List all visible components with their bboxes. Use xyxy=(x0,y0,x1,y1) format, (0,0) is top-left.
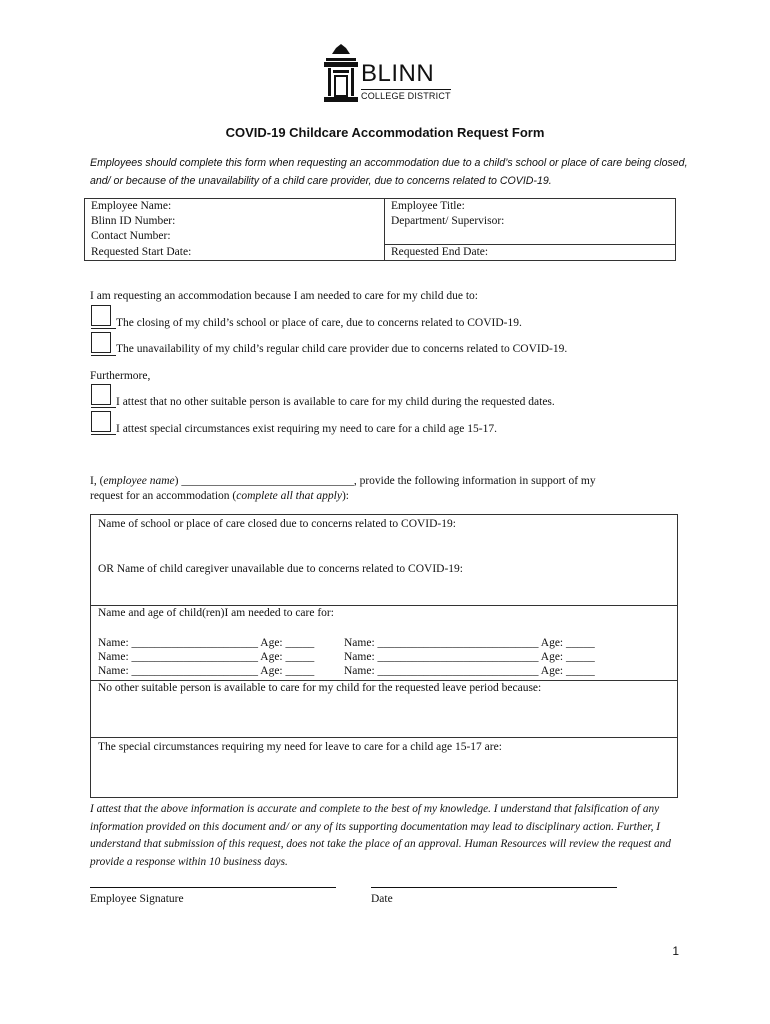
statement-middle: ) ______________________________, provide the following information in support of my xyxy=(174,475,596,487)
contact-number-field[interactable]: Contact Number: xyxy=(85,229,385,245)
logo-wordmark: BLINN xyxy=(361,60,435,87)
no-other-person-label: No other suitable person is available to care for my child for the requested leave period because: xyxy=(98,682,542,694)
statement-line-2 xyxy=(90,490,349,502)
attest-checkbox-no-other-person[interactable] xyxy=(91,384,111,405)
attest-checkbox-special-circumstances[interactable] xyxy=(91,411,111,432)
blank-cell xyxy=(385,229,676,245)
caregiver-unavailable-label: OR Name of child caregiver unavailable due to concerns related to COVID-19: xyxy=(98,563,463,575)
date-signature-line[interactable] xyxy=(371,887,617,888)
child-row-2-left: Name: ______________________ Age: _____ xyxy=(98,651,315,663)
employee-name-hint: employee name xyxy=(103,475,175,487)
reason-intro: I am requesting an accommodation because I am needed to care for my child due to: xyxy=(90,290,478,302)
employee-signature-line[interactable] xyxy=(90,887,336,888)
checkbox-underline xyxy=(91,355,116,356)
child-row-1-left: Name: ______________________ Age: _____ xyxy=(98,637,315,649)
no-other-person-box[interactable] xyxy=(90,680,678,738)
checkbox-underline xyxy=(91,407,116,408)
complete-all-hint: complete all that apply xyxy=(236,490,342,502)
attest-option-special-circumstances: I attest special circumstances exist requiring my need to care for a child age 15-17. xyxy=(116,423,497,435)
child-row-3-right: Name: ____________________________ Age: _____ xyxy=(344,665,595,677)
special-circumstances-label: The special circumstances requiring my need for leave to care for a child age 15-17 are: xyxy=(98,741,502,753)
employee-title-field[interactable]: Employee Title: xyxy=(385,199,676,215)
form-title: COVID-19 Childcare Accommodation Request Form xyxy=(225,125,545,140)
checkbox-underline xyxy=(91,434,116,435)
form-instructions: Employees should complete this form when requesting an accommodation due to a child’s school or place of care being closed, and/ or because of the unavailability of a child care provider, due to concerns related to COVID-19. xyxy=(90,157,688,187)
attest-option-no-other-person: I attest that no other suitable person is available to care for my child during the requested dates. xyxy=(116,396,555,408)
date-label: Date xyxy=(371,893,393,905)
start-date-field[interactable]: Requested Start Date: xyxy=(85,245,385,261)
end-date-field[interactable]: Requested End Date: xyxy=(385,245,676,261)
blinn-id-field[interactable]: Blinn ID Number: xyxy=(85,214,385,229)
statement-line-1 xyxy=(90,475,596,487)
statement-line2-prefix: request for an accommodation ( xyxy=(90,490,237,502)
school-closed-label: Name of school or place of care closed due to concerns related to COVID-19: xyxy=(98,518,456,530)
attestation-text: I attest that the above information is accurate and complete to the best of my knowledge. I understand that falsification of any information provided on this document and/ or any of its supporting documentation may lead to disciplinary action. Further, I understand that submission of this request, does not take the place of an approval. Human Resources will review the request and provide a response within 10 business days. xyxy=(90,803,671,868)
child-row-1-right: Name: ____________________________ Age: _____ xyxy=(344,637,595,649)
reason-checkbox-school-closed[interactable] xyxy=(91,305,111,326)
employee-name-field[interactable]: Employee Name: xyxy=(85,199,385,215)
reason-option-school-closed: The closing of my child’s school or place of care, due to concerns related to COVID-19. xyxy=(116,317,522,329)
reason-option-provider-unavailable: The unavailability of my child’s regular child care provider due to concerns related to COVID-19. xyxy=(116,343,568,355)
child-row-3-left: Name: ______________________ Age: _____ xyxy=(98,665,315,677)
children-box[interactable] xyxy=(90,605,678,681)
statement-line2-suffix: ): xyxy=(341,490,349,502)
employee-signature-label: Employee Signature xyxy=(90,893,184,905)
page-number: 1 xyxy=(672,944,679,958)
logo-subtitle: COLLEGE DISTRICT xyxy=(361,91,451,101)
department-supervisor-field[interactable]: Department/ Supervisor: xyxy=(385,214,676,229)
statement-prefix: I, ( xyxy=(90,475,104,487)
children-label: Name and age of child(ren)I am needed to care for: xyxy=(98,607,334,619)
child-row-2-right: Name: ____________________________ Age: _____ xyxy=(344,651,595,663)
checkbox-underline xyxy=(91,328,116,329)
employee-info-table xyxy=(84,198,676,261)
school-caregiver-box[interactable] xyxy=(90,514,678,606)
furthermore-label: Furthermore, xyxy=(90,370,151,382)
reason-checkbox-provider-unavailable[interactable] xyxy=(91,332,111,353)
special-circumstances-box[interactable] xyxy=(90,737,678,798)
